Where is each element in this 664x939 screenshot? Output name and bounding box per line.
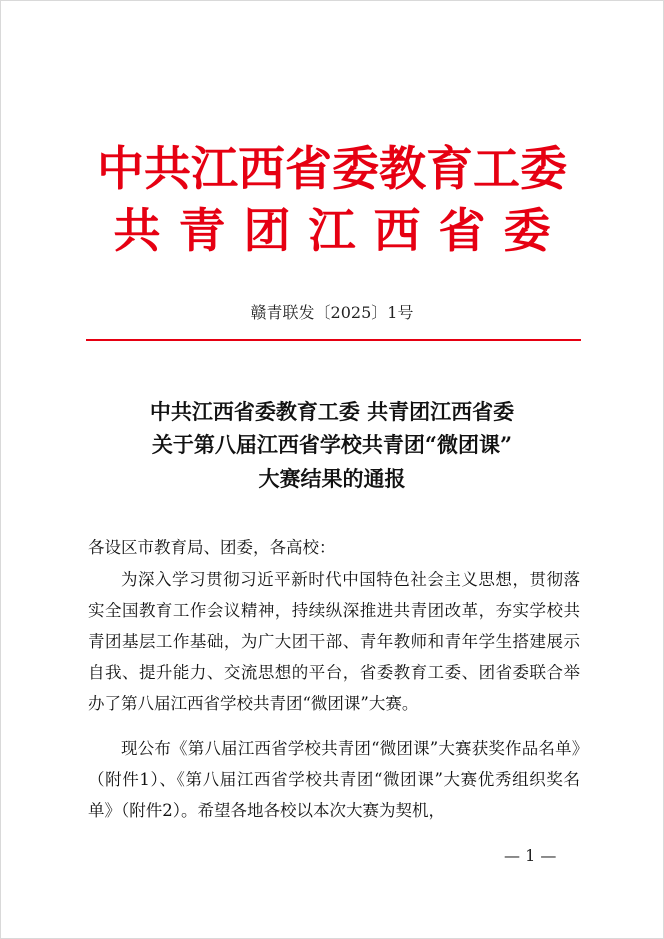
body-paragraph-2: 现公布《第八届江西省学校共青团“微团课”大赛获奖作品名单》（附件1）、《第八届江西省学校共青团“微团课”大赛优秀组织奖名单》（附件2）。希望各地各校以本次大赛为契机， bbox=[88, 739, 580, 820]
document-number: 赣青联发〔2025〕1号 bbox=[250, 303, 414, 322]
issuer-header-line-2: 共青团江西省委 bbox=[113, 204, 569, 259]
document-title-line-3: 大赛结果的通报 bbox=[258, 466, 406, 491]
body-paragraph-1: 为深入学习贯彻习近平新时代中国特色社会主义思想，贯彻落实全国教育工作会议精神，持续纵深推进共青团改革，夯实学校共青团基层工作基础，为广大团干部、青年教师和青年学生搭建展示自我、提升能力、交流思想的平台，省委教育工委、团省委联合举办了第八届江西省学校共青团“微团课”大赛。 bbox=[88, 570, 580, 713]
document-title-line-2: 关于第八届江西省学校共青团“微团课” bbox=[151, 432, 513, 457]
salutation: 各设区市教育局、团委，各高校： bbox=[88, 538, 336, 557]
document-title-line-1: 中共江西省委教育工委 共青团江西省委 bbox=[149, 399, 515, 424]
page-number: — 1 — bbox=[504, 846, 557, 865]
issuer-header-line-1: 中共江西省委教育工委 bbox=[97, 142, 567, 197]
red-divider-line bbox=[86, 339, 581, 341]
